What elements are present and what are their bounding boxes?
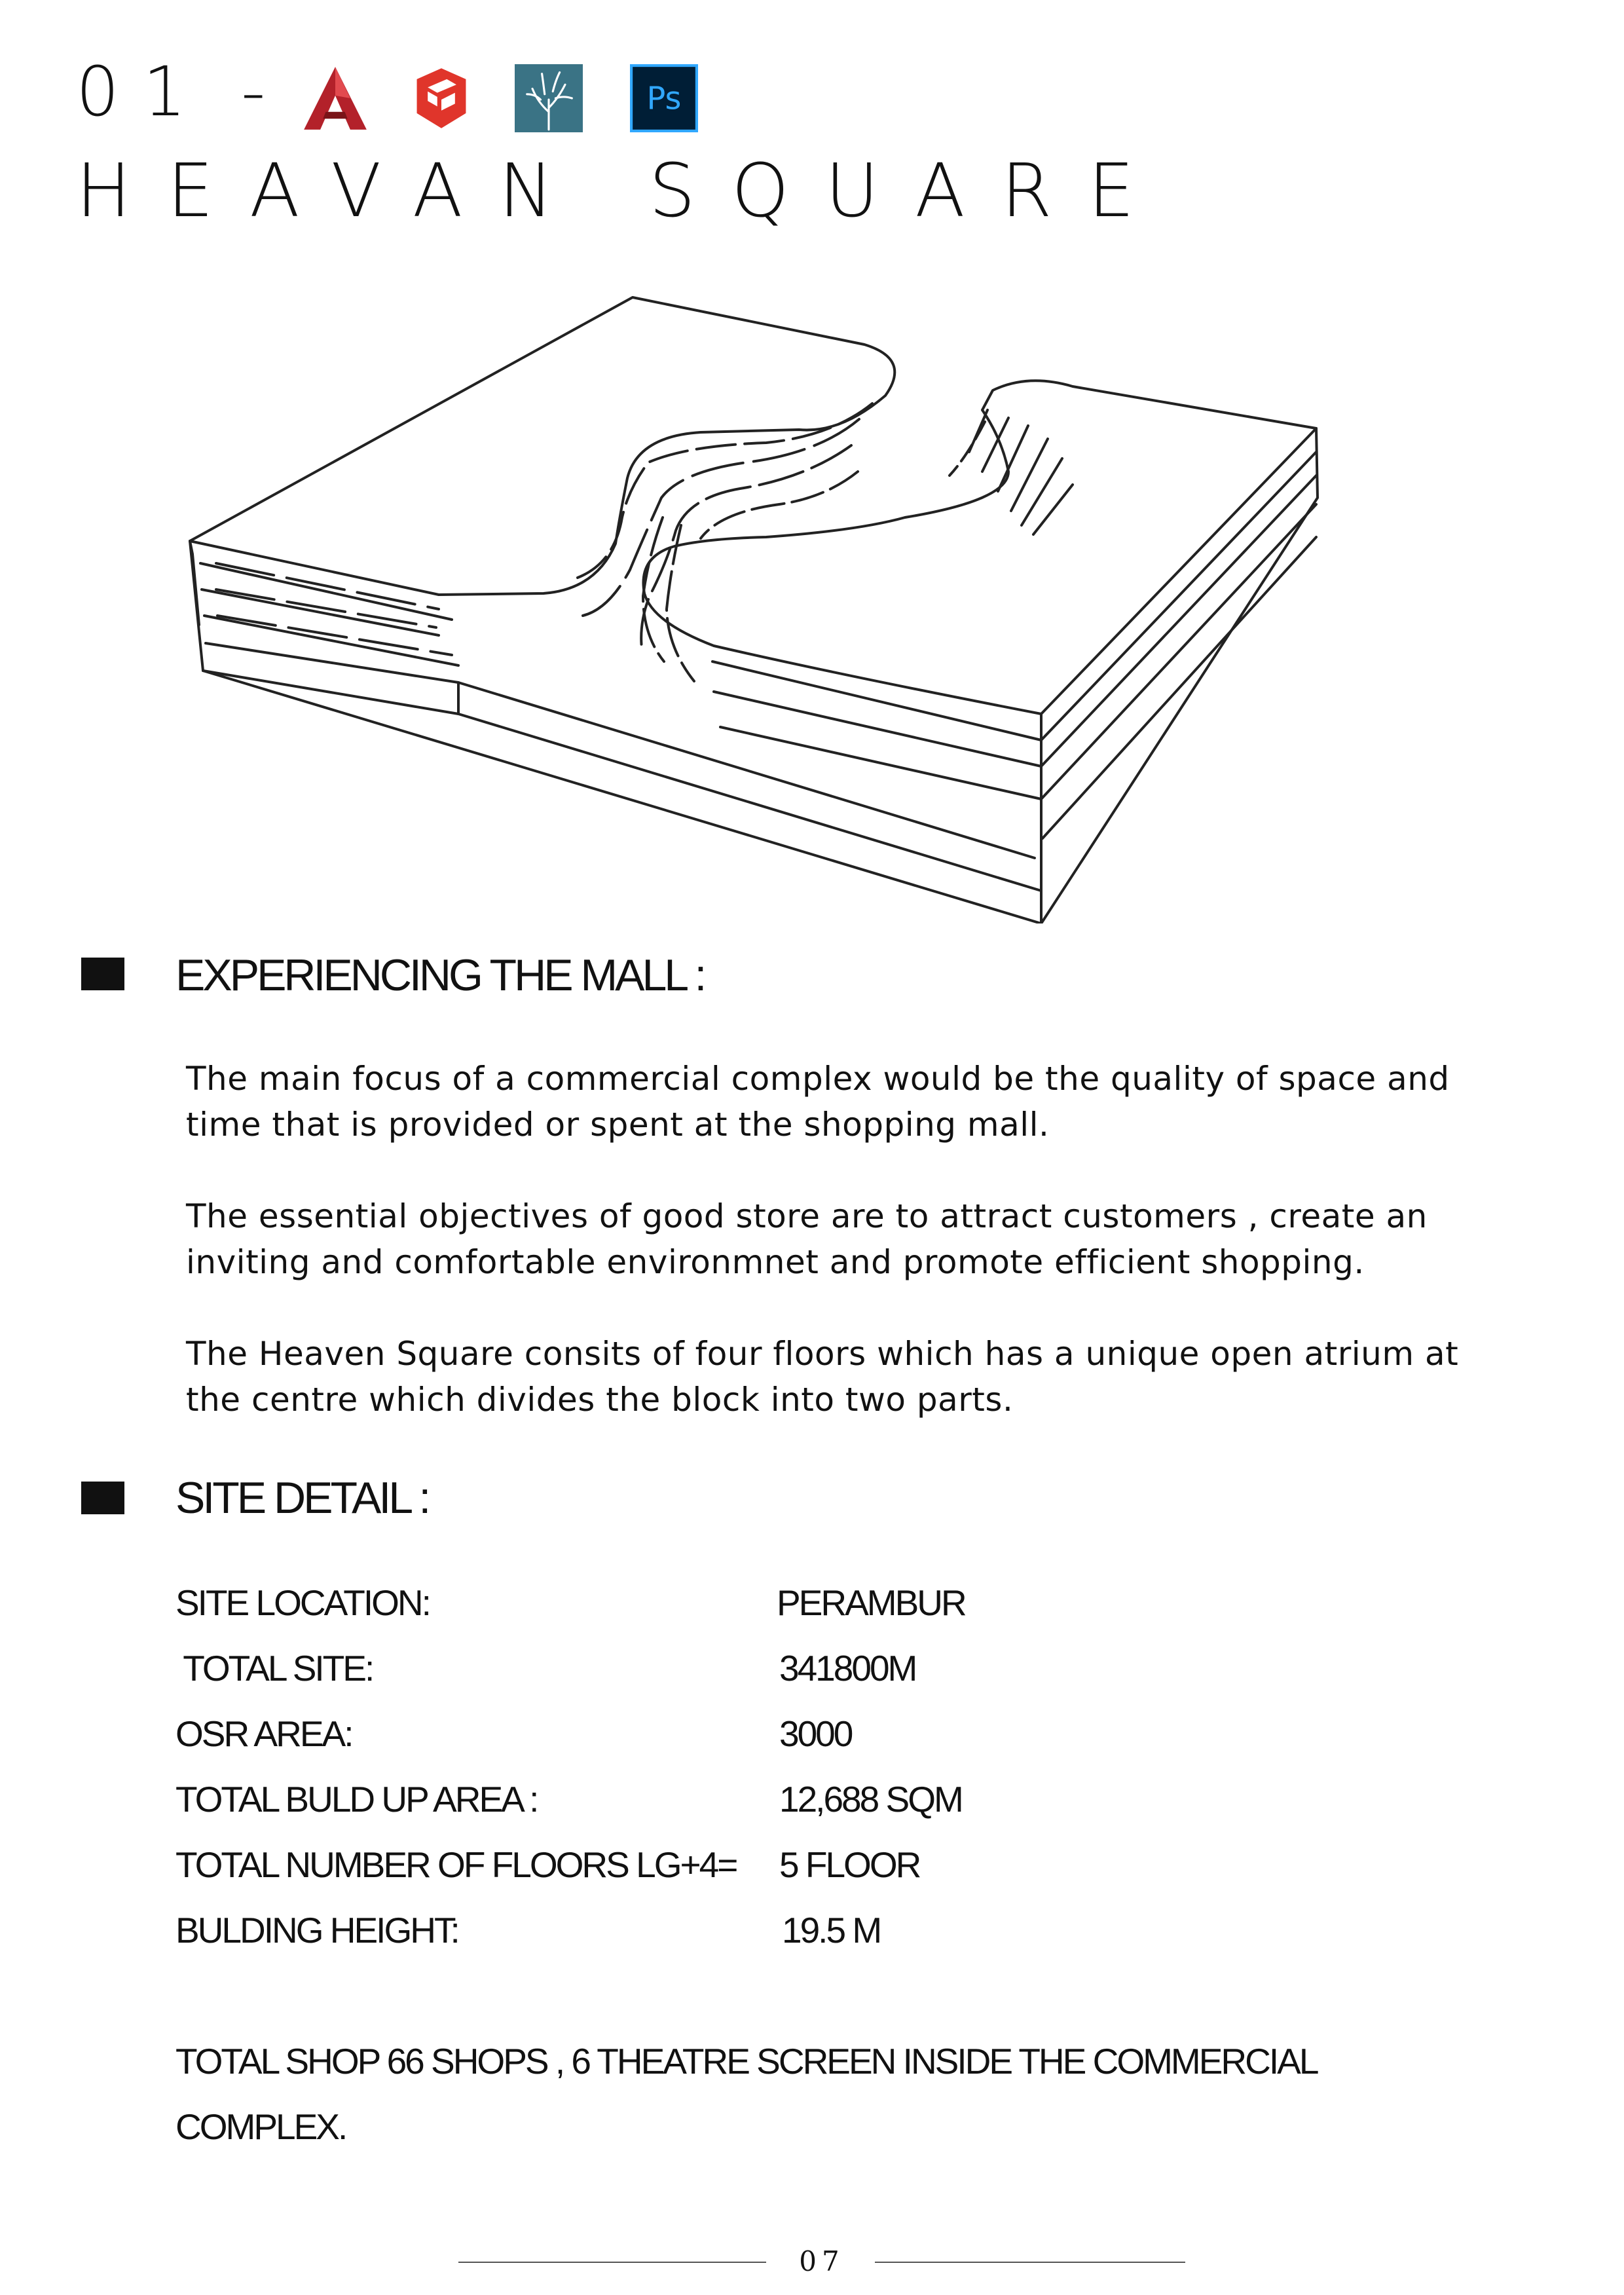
site-detail-value: 3000 bbox=[779, 1713, 852, 1754]
photoshop-label: Ps bbox=[646, 81, 682, 117]
site-detail-value: 5 FLOOR bbox=[779, 1844, 920, 1885]
site-detail-value: 19.5 M bbox=[782, 1910, 881, 1950]
section-bullet bbox=[81, 958, 124, 990]
summary-line: TOTAL SHOP 66 SHOPS , 6 THEATRE SCREEN INSIDE THE COMMERCIAL bbox=[175, 2041, 1318, 2081]
site-detail-label: TOTAL BULD UP AREA : bbox=[175, 1779, 538, 1819]
paragraph: The main focus of a commercial complex would be the quality of space and time that is provided or spent at the shopping mall. bbox=[186, 1060, 1450, 1144]
site-detail-label: OSR AREA: bbox=[175, 1713, 352, 1754]
page-number: 07 bbox=[799, 2245, 845, 2277]
mall-isometric-sketch bbox=[177, 282, 1342, 924]
section-heading-site-detail: SITE DETAIL : bbox=[175, 1473, 429, 1523]
site-detail-value: 12,688 SQM bbox=[779, 1779, 962, 1819]
footer-rule-right bbox=[875, 2262, 1185, 2263]
section-bullet bbox=[81, 1482, 124, 1514]
paragraph: The essential objectives of good store are to attract customers , create an inviting and comfortable environmnet and promote efficient shopping. bbox=[186, 1197, 1428, 1281]
summary-line: COMPLEX. bbox=[175, 2106, 346, 2147]
section-heading-experiencing: EXPERIENCING THE MALL : bbox=[175, 950, 705, 1000]
site-detail-label: BULDING HEIGHT: bbox=[175, 1910, 458, 1950]
footer-rule-left bbox=[458, 2262, 766, 2263]
paragraph: The Heaven Square consits of four floors which has a unique open atrium at the centre which divides the block into two parts. bbox=[186, 1335, 1459, 1419]
sketchup-icon bbox=[407, 64, 475, 132]
site-detail-label: TOTAL NUMBER OF FLOORS LG+4= bbox=[175, 1844, 737, 1885]
title-dash: - bbox=[241, 52, 266, 132]
site-detail-label: TOTAL SITE: bbox=[175, 1648, 373, 1689]
section-number: 01 bbox=[76, 52, 210, 132]
photoshop-icon bbox=[630, 64, 698, 132]
site-detail-value: 341800M bbox=[779, 1648, 916, 1689]
3dsmax-tree-icon bbox=[515, 64, 583, 132]
site-detail-label: SITE LOCATION: bbox=[175, 1582, 430, 1623]
page-title: HEAVAN SQUARE bbox=[76, 149, 1171, 234]
autocad-icon bbox=[301, 64, 369, 132]
site-detail-value: PERAMBUR bbox=[777, 1582, 965, 1623]
